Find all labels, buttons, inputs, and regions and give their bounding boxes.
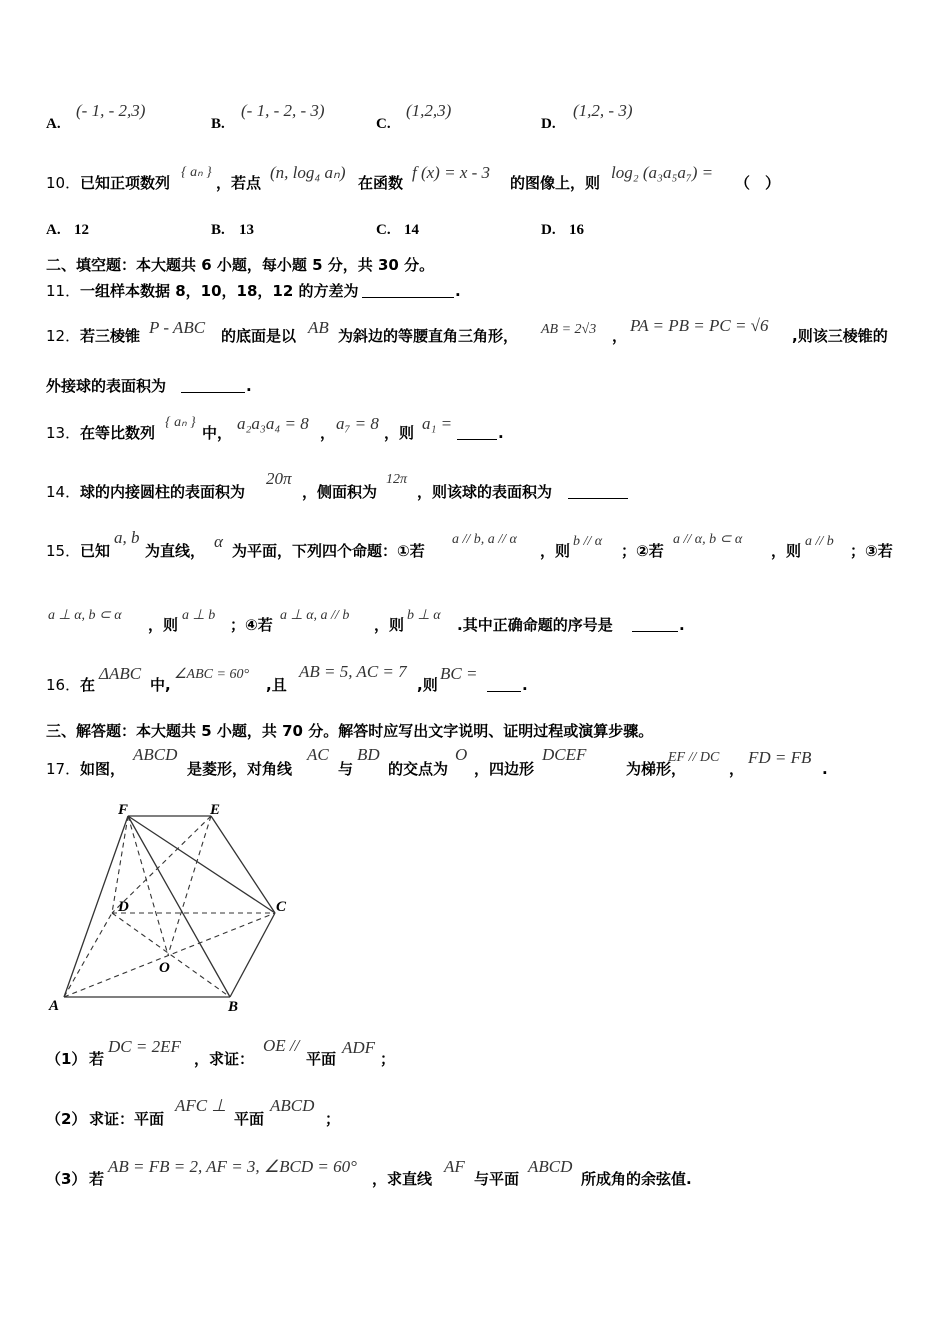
- section-3-heading: 三、解答题：本大题共 5 小题，共 70 分。解答时应写出文字说明、证明过程或演算步骤。: [46, 722, 654, 740]
- q9-option-a-value: (- 1, - 2,3): [76, 101, 146, 120]
- q11-answer-blank[interactable]: [362, 281, 454, 298]
- q10-option-d-label: D.: [541, 222, 556, 238]
- p2-text-2: 平面: [234, 1110, 265, 1128]
- p2-text-1: 求证：平面: [89, 1110, 165, 1128]
- p3-text-2: ，求直线: [372, 1170, 433, 1188]
- p3-math-2: AF: [444, 1157, 465, 1176]
- q17-math-4: O: [455, 745, 468, 764]
- q12-number: 12．: [46, 327, 81, 345]
- p3-number: （3）: [46, 1170, 87, 1188]
- q13-answer-blank[interactable]: [457, 423, 497, 440]
- q10-option-b-label: B.: [211, 222, 225, 238]
- q9-option-d-label: D.: [541, 116, 556, 132]
- vertex-label-f: F: [118, 802, 129, 818]
- q9-option-c-value: (1,2,3): [406, 101, 452, 120]
- q11-number: 11．: [46, 282, 81, 300]
- q15-text-10: ，则: [374, 616, 405, 634]
- q17-math-3: BD: [357, 745, 380, 764]
- q10-number: 10．: [46, 174, 81, 192]
- q15-text-2: 为直线，: [145, 542, 206, 560]
- q12-line-2: 外接球的表面积为: [46, 377, 167, 395]
- q16-text-4: ,则: [417, 676, 438, 694]
- q9-option-b-label: B.: [211, 116, 225, 132]
- edge-fc: [128, 816, 275, 913]
- q10-math-1: { aₙ }: [181, 165, 212, 180]
- q13-text-3: ，: [320, 424, 336, 442]
- p1-math-3: ADF: [342, 1038, 376, 1057]
- q10-text-1: 已知正项数列: [80, 174, 171, 192]
- q17-end: .: [822, 760, 828, 778]
- vertex-label-b: B: [228, 999, 239, 1015]
- q15-text-7: ；③若: [850, 542, 893, 560]
- p1-text-1: 若: [89, 1050, 105, 1068]
- q15-text-5: ；②若: [621, 542, 664, 560]
- p2-math-1: AFC ⊥: [175, 1096, 227, 1115]
- q17-text-4: 的交点为: [388, 760, 449, 778]
- q16-text-2: 中,: [150, 676, 171, 694]
- p3-text-1: 若: [89, 1170, 105, 1188]
- p1-number: （1）: [46, 1050, 87, 1068]
- vertex-label-a: A: [49, 998, 60, 1014]
- q9-option-c-label: C.: [376, 116, 391, 132]
- q10-math-3: f (x) = x - 3: [412, 163, 491, 182]
- q11-text: 一组样本数据 8，10，18，12 的方差为: [80, 282, 359, 300]
- p1-text-3: 平面: [306, 1050, 337, 1068]
- q15-math-1: a, b: [114, 528, 140, 547]
- q10-math-4: log₂ (a₃a₅a₇) =: [611, 163, 714, 182]
- p1-text-2: ，求证：: [194, 1050, 255, 1068]
- q16-math-4: BC =: [440, 664, 478, 683]
- q14-text-1: 球的内接圆柱的表面积为: [80, 483, 246, 501]
- q13-math-3: a₇ = 8: [336, 414, 379, 433]
- q15-text-8: ，则: [148, 616, 179, 634]
- q15-math-3: a // b, a // α: [452, 532, 517, 547]
- q13-math-4: a₁ =: [422, 414, 453, 433]
- q14-answer-blank[interactable]: [568, 482, 628, 499]
- q15-math-2: α: [214, 532, 223, 551]
- q17-text-2: 是菱形，对角线: [187, 760, 293, 778]
- q12-end: .: [246, 377, 252, 395]
- q12-answer-blank[interactable]: [181, 376, 245, 393]
- geometry-figure: [40, 795, 310, 1020]
- q10-option-b-value: 13: [239, 222, 254, 238]
- q10-math-2: (n, log₄ aₙ): [270, 163, 346, 182]
- q17-text-5: ，四边形: [474, 760, 535, 778]
- edge-ad: [64, 913, 112, 997]
- q17-text-6: 为梯形，: [626, 760, 687, 778]
- q15-math-10: b ⊥ α: [407, 608, 441, 623]
- q13-text-1: 在等比数列: [80, 424, 156, 442]
- q12-text-2: 的底面是以: [221, 327, 297, 345]
- q15-text-1: 已知: [80, 542, 111, 560]
- q12-text-1: 若三棱锥: [80, 327, 141, 345]
- q15-end: .: [679, 616, 685, 634]
- q10-option-a-value: 12: [74, 222, 89, 238]
- vertex-label-e: E: [210, 802, 221, 818]
- p3-text-3: 与平面: [474, 1170, 520, 1188]
- q13-math-1: { aₙ }: [165, 415, 196, 430]
- q15-math-7: a ⊥ α, b ⊂ α: [48, 608, 122, 623]
- p3-math-3: ABCD: [528, 1157, 573, 1176]
- q9-option-b-value: (- 1, - 2, - 3): [241, 101, 325, 120]
- q15-math-4: b // α: [573, 534, 603, 549]
- q15-answer-blank[interactable]: [632, 615, 678, 632]
- q10-paren: （ ）: [735, 174, 781, 192]
- q9-option-a-label: A.: [46, 116, 61, 132]
- q14-text-3: ，则该球的表面积为: [417, 483, 553, 501]
- p2-number: （2）: [46, 1110, 87, 1128]
- section-2-heading: 二、填空题：本大题共 6 小题，每小题 5 分，共 30 分。: [46, 256, 435, 274]
- q10-text-2: ，若点: [216, 174, 262, 192]
- q12-math-4: PA = PB = PC = √6: [630, 316, 769, 335]
- edge-db: [112, 913, 230, 997]
- q12-text-5: ,则该三棱锥的: [792, 327, 888, 345]
- q17-text-1: 如图，: [80, 760, 126, 778]
- q11-end: .: [455, 282, 461, 300]
- q17-math-6: EF // DC: [668, 750, 720, 765]
- vertex-label-c: C: [276, 899, 287, 915]
- q10-option-c-value: 14: [404, 222, 419, 238]
- vertex-label-d: D: [118, 899, 129, 915]
- p1-end: ；: [380, 1050, 396, 1068]
- q12-math-1: P - ABC: [149, 318, 206, 337]
- q17-text-7: ，: [729, 760, 745, 778]
- q15-math-5: a // α, b ⊂ α: [673, 532, 743, 547]
- q10-option-a-label: A.: [46, 222, 61, 238]
- q16-text-1: 在: [80, 676, 96, 694]
- q17-math-7: FD = FB: [748, 748, 812, 767]
- p3-math-1: AB = FB = 2, AF = 3, ∠BCD = 60°: [108, 1157, 357, 1176]
- q10-text-4: 的图像上，则: [510, 174, 601, 192]
- q13-number: 13．: [46, 424, 81, 442]
- q16-math-2: ∠ABC = 60°: [174, 667, 250, 682]
- p1-math-2: OE //: [263, 1036, 300, 1055]
- q10-option-c-label: C.: [376, 222, 391, 238]
- q15-text-6: ，则: [771, 542, 802, 560]
- q12-text-4: ，: [612, 327, 628, 345]
- q17-text-3: 与: [338, 760, 354, 778]
- q16-number: 16．: [46, 676, 81, 694]
- q16-math-3: AB = 5, AC = 7: [299, 662, 407, 681]
- edge-fb: [128, 816, 230, 997]
- edge-fo: [128, 816, 168, 955]
- p2-math-2: ABCD: [270, 1096, 315, 1115]
- q14-math-1: 20π: [266, 469, 292, 488]
- q17-number: 17．: [46, 760, 81, 778]
- q13-math-2: a₂a₃a₄ = 8: [237, 414, 309, 433]
- q12-math-3: AB = 2√3: [541, 322, 597, 337]
- p1-math-1: DC = 2EF: [108, 1037, 181, 1056]
- p3-text-4: 所成角的余弦值.: [581, 1170, 692, 1188]
- vertex-label-o: O: [159, 960, 170, 976]
- q16-answer-blank[interactable]: [487, 675, 521, 692]
- q14-text-2: ，侧面积为: [302, 483, 378, 501]
- q13-end: .: [498, 424, 504, 442]
- q17-math-2: AC: [307, 745, 329, 764]
- q12-math-2: AB: [308, 318, 329, 337]
- q15-text-3: 为平面，下列四个命题：①若: [232, 542, 425, 560]
- q12-text-3: 为斜边的等腰直角三角形，: [338, 327, 519, 345]
- q15-text-9: ；④若: [230, 616, 273, 634]
- edge-ec: [211, 816, 275, 913]
- q15-math-6: a // b: [805, 534, 834, 549]
- q10-text-3: 在函数: [358, 174, 404, 192]
- q16-text-3: ,且: [266, 676, 287, 694]
- q13-text-2: 中，: [202, 424, 233, 442]
- q16-end: .: [522, 676, 528, 694]
- q15-number: 15．: [46, 542, 81, 560]
- q17-math-1: ABCD: [133, 745, 178, 764]
- q10-option-d-value: 16: [569, 222, 584, 238]
- p2-end: ；: [325, 1110, 341, 1128]
- q15-text-4: ，则: [540, 542, 571, 560]
- edge-bc: [230, 913, 275, 997]
- q17-math-5: DCEF: [542, 745, 587, 764]
- q16-math-1: ΔABC: [99, 664, 142, 683]
- q13-text-4: ，则: [384, 424, 415, 442]
- q15-math-8: a ⊥ b: [182, 608, 216, 623]
- q9-option-d-value: (1,2, - 3): [573, 101, 633, 120]
- q15-text-11: .其中正确命题的序号是: [457, 616, 613, 634]
- edge-ac: [64, 913, 275, 997]
- q15-math-9: a ⊥ α, a // b: [280, 608, 350, 623]
- q14-math-2: 12π: [386, 472, 408, 487]
- q14-number: 14．: [46, 483, 81, 501]
